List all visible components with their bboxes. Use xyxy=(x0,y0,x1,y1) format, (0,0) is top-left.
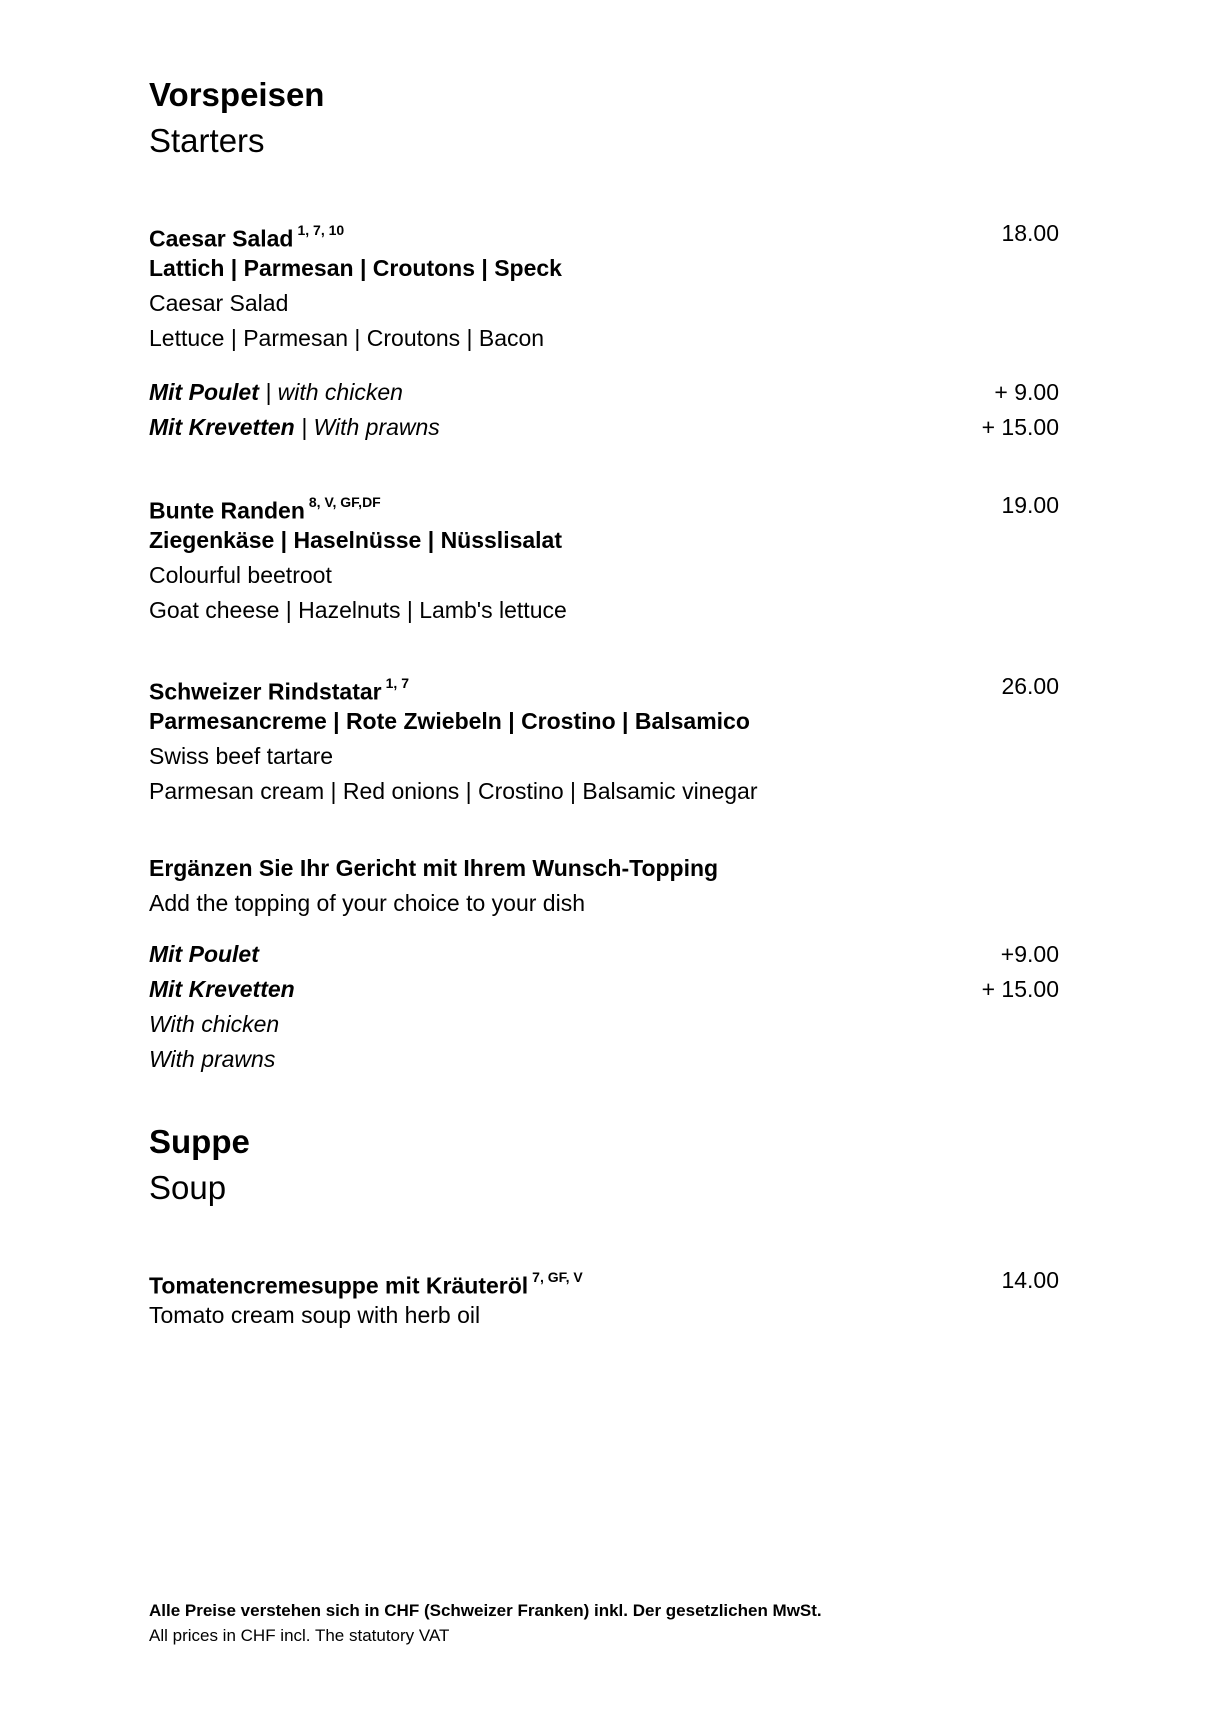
menu-item-rindstatar xyxy=(149,669,1059,809)
starters-heading xyxy=(149,75,1059,161)
menu-page xyxy=(149,0,1059,1728)
item-name-line xyxy=(149,669,1059,704)
menu-item-tomato-soup xyxy=(149,1263,1059,1333)
item-price: 19.00 xyxy=(1001,492,1059,518)
allergen-codes: 1, 7 xyxy=(385,675,409,691)
topping-title-en: Add the topping of your choice to your dish xyxy=(149,890,586,916)
extra-label-de: Mit Poulet xyxy=(149,379,259,405)
price-footnote xyxy=(149,1598,1059,1648)
item-description-en: Parmesan cream | Red onions | Crostino | Balsamic vinegar xyxy=(149,778,758,804)
section-title-en: Starters xyxy=(149,122,265,159)
extra-option-chicken xyxy=(149,375,1059,410)
item-description-de: Ziegenkäse | Haselnüsse | Nüsslisalat xyxy=(149,527,563,553)
topping-label-en: With chicken xyxy=(149,1011,280,1037)
section-title-en: Soup xyxy=(149,1169,227,1206)
topping-price: +9.00 xyxy=(1000,941,1059,967)
topping-price: + 15.00 xyxy=(981,976,1059,1002)
item-name-en: Colourful beetroot xyxy=(149,562,332,588)
item-name-en: Caesar Salad xyxy=(149,290,289,316)
extra-label-en: | With prawns xyxy=(294,414,440,440)
topping-label: Mit Poulet xyxy=(149,941,259,967)
item-price: 18.00 xyxy=(1001,220,1059,246)
footnote-de: Alle Preise verstehen sich in CHF (Schweizer Franken) inkl. Der gesetzlichen MwSt. xyxy=(149,1601,822,1620)
item-name-line xyxy=(149,1263,1059,1298)
item-description-en: Goat cheese | Hazelnuts | Lamb's lettuce xyxy=(149,597,567,623)
allergen-codes: 7, GF, V xyxy=(532,1269,583,1285)
footnote-en: All prices in CHF incl. The statutory VAT xyxy=(149,1626,450,1645)
item-description-de: Lattich | Parmesan | Croutons | Speck xyxy=(149,255,562,281)
menu-item-caesar-salad xyxy=(149,216,1059,356)
item-name: Tomatencremesuppe mit Kräuteröl xyxy=(149,1272,529,1299)
topping-label: Mit Krevetten xyxy=(149,976,295,1002)
menu-item-bunte-randen xyxy=(149,488,1059,628)
item-name: Bunte Randen xyxy=(149,497,305,524)
extra-label-de: Mit Krevetten xyxy=(149,414,295,440)
item-description-de: Parmesancreme | Rote Zwiebeln | Crostino | Balsamico xyxy=(149,708,750,734)
allergen-codes: 1, 7, 10 xyxy=(297,222,345,238)
topping-option-chicken xyxy=(149,937,1059,972)
topping-option-prawns xyxy=(149,972,1059,1007)
item-price: 26.00 xyxy=(1001,673,1059,699)
extra-price: + 9.00 xyxy=(994,379,1059,405)
item-description-en: Lettuce | Parmesan | Croutons | Bacon xyxy=(149,325,545,351)
item-name: Caesar Salad xyxy=(149,225,294,252)
topping-title-de: Ergänzen Sie Ihr Gericht mit Ihrem Wunsch-Topping xyxy=(149,855,719,881)
soup-heading xyxy=(149,1122,1059,1208)
item-price: 14.00 xyxy=(1001,1267,1059,1293)
allergen-codes: 8, V, GF,DF xyxy=(308,494,381,510)
extra-option-prawns xyxy=(149,410,1059,445)
topping-options xyxy=(149,937,1059,1077)
topping-section xyxy=(149,851,1059,921)
caesar-extras xyxy=(149,375,1059,445)
section-title-de: Vorspeisen xyxy=(149,76,325,113)
extra-label-en: | with chicken xyxy=(258,379,403,405)
item-name-en: Swiss beef tartare xyxy=(149,743,334,769)
item-name-line xyxy=(149,216,1059,251)
section-title-de: Suppe xyxy=(149,1123,250,1160)
extra-price: + 15.00 xyxy=(981,414,1059,440)
item-name: Schweizer Rindstatar xyxy=(149,678,382,705)
item-name-line xyxy=(149,488,1059,523)
item-name-en: Tomato cream soup with herb oil xyxy=(149,1302,481,1328)
topping-label-en: With prawns xyxy=(149,1046,276,1072)
